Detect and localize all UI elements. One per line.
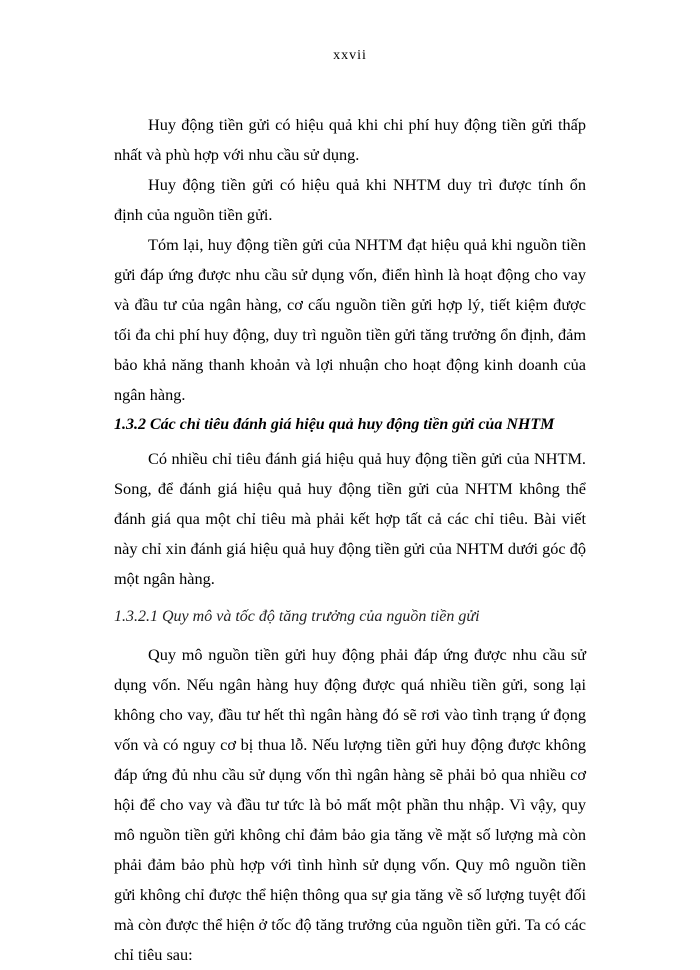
- paragraph-scale-growth: Quy mô nguồn tiền gửi huy động phải đáp ứng được nhu cầu sử dụng vốn. Nếu ngân hàng huy động được quá nhiều tiền gửi, song lại không cho vay, đầu tư hết thì ngân hàng đó sẽ rơi vào tình trạng ứ đọng vốn và có nguy cơ bị thua lỗ. Nếu lượng tiền gửi huy động được không đáp ứng đủ nhu cầu sử dụng vốn thì ngân hàng sẽ phải bỏ qua nhiều cơ hội để cho vay và đầu tư tức là bỏ mất một phần thu nhập. Vì vậy, quy mô nguồn tiền gửi không chỉ đảm bảo gia tăng về mặt số lượng mà còn phải đảm bảo phù hợp với tình hình sử dụng vốn. Quy mô nguồn tiền gửi không chỉ được thể hiện thông qua sự gia tăng về số lượng tuyệt đối mà còn được thể hiện ở tốc độ tăng trưởng của nguồn tiền gửi. Ta có các chỉ tiêu sau:: [114, 645, 586, 964]
- paragraph-efficiency-cost: Huy động tiền gửi có hiệu quả khi chi phí huy động tiền gửi thấp nhất và phù hợp với nhu cầu sử dụng.: [114, 115, 586, 164]
- paragraph-summary: Tóm lại, huy động tiền gửi của NHTM đạt hiệu quả khi nguồn tiền gửi đáp ứng được nhu cầu sử dụng vốn, điển hình là hoạt động cho vay và đầu tư của ngân hàng, cơ cấu nguồn tiền gửi hợp lý, tiết kiệm được tối đa chi phí huy động, duy trì nguồn tiền gửi tăng trưởng ổn định, đảm bảo khả năng thanh khoản và lợi nhuận cho hoạt động kinh doanh của ngân hàng.: [114, 235, 586, 404]
- section-heading-1-3-2: 1.3.2 Các chỉ tiêu đánh giá hiệu quả huy động tiền gửi của NHTM: [114, 416, 555, 433]
- paragraph-efficiency-stability: Huy động tiền gửi có hiệu quả khi NHTM duy trì được tính ổn định của nguồn tiền gửi.: [114, 175, 586, 224]
- page-body: [114, 110, 586, 970]
- page-number: xxvii: [333, 48, 367, 63]
- subsection-heading-1-3-2-1: 1.3.2.1 Quy mô và tốc độ tăng trưởng của nguồn tiền gửi: [114, 608, 480, 625]
- paragraph-indicators-intro: Có nhiều chỉ tiêu đánh giá hiệu quả huy động tiền gửi của NHTM. Song, để đánh giá hiệu quả huy động tiền gửi của NHTM không thể đánh giá qua một chỉ tiêu mà phải kết hợp tất cả các chỉ tiêu. Bài viết này chỉ xin đánh giá hiệu quả huy động tiền gửi của NHTM dưới góc độ một ngân hàng.: [114, 449, 586, 588]
